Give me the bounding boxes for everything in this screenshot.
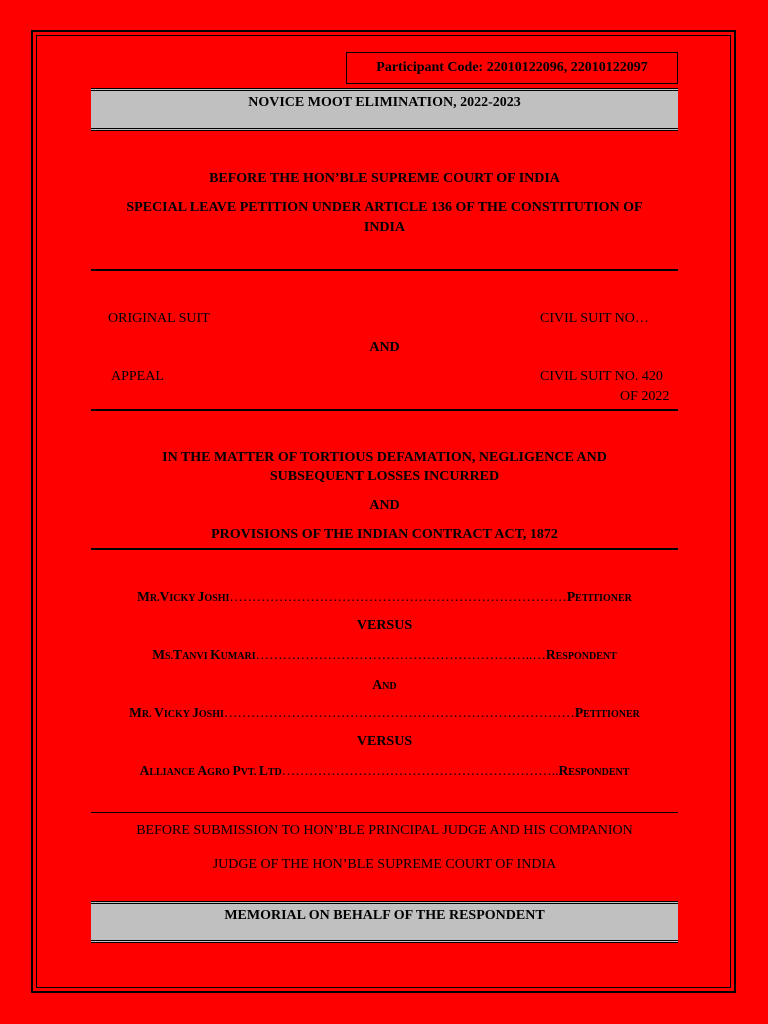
original-suit-number: CIVIL SUIT NO… [540,311,649,326]
memorial-bar [91,901,678,943]
appeal-number-line1: CIVIL SUIT NO. 420 [540,369,663,384]
submission-line2: JUDGE OF THE HON’BLE SUPREME COURT OF INDIA [212,857,557,872]
matter-and: AND [369,498,400,513]
divider [91,409,678,411]
participant-code: Participant Code: 22010122096, 22010122097 [376,60,648,75]
court-title: BEFORE THE HON’BLE SUPREME COURT OF INDIA [209,171,560,186]
respondent-2-line: ALLIANCE AGRO PVT. LTD……………………………………………………..RESPONDENT [139,763,630,778]
original-suit-label: ORIGINAL SUIT [108,311,210,326]
matter-line2: SUBSEQUENT LOSSES INCURRED [269,469,500,484]
appeal-label: APPEAL [111,369,164,384]
parties-and: AND [372,677,397,692]
petition-title-line2: INDIA [363,220,406,235]
versus-2: VERSUS [356,734,413,749]
memorial-title: MEMORIAL ON BEHALF OF THE RESPONDENT [224,908,545,923]
petitioner-1-line: MR.VICKY JOSHI…………………………………………………………………PETITIONER [137,589,632,604]
petition-title-line1: SPECIAL LEAVE PETITION UNDER ARTICLE 136 OF THE CONSTITUTION OF [126,200,643,215]
competition-bar [91,88,678,131]
divider [91,548,678,550]
divider [91,812,678,813]
appeal-number-line2: OF 2022 [620,389,670,404]
versus-1: VERSUS [356,618,413,633]
matter-line3: PROVISIONS OF THE INDIAN CONTRACT ACT, 1872 [211,527,558,542]
divider [91,269,678,271]
submission-line1: BEFORE SUBMISSION TO HON’BLE PRINCIPAL JUDGE AND HIS COMPANION [136,823,633,838]
respondent-1-line: MS.TANVI KUMARI……………………………………………………..…RESPONDENT [152,647,617,662]
competition-title: NOVICE MOOT ELIMINATION, 2022-2023 [248,95,521,110]
matter-line1: IN THE MATTER OF TORTIOUS DEFAMATION, NEGLIGENCE AND [162,450,607,465]
suits-and: AND [369,340,400,355]
petitioner-2-line: MR. VICKY JOSHI……………………………………………………………………PETITIONER [129,705,640,720]
participant-code-box [346,52,678,84]
